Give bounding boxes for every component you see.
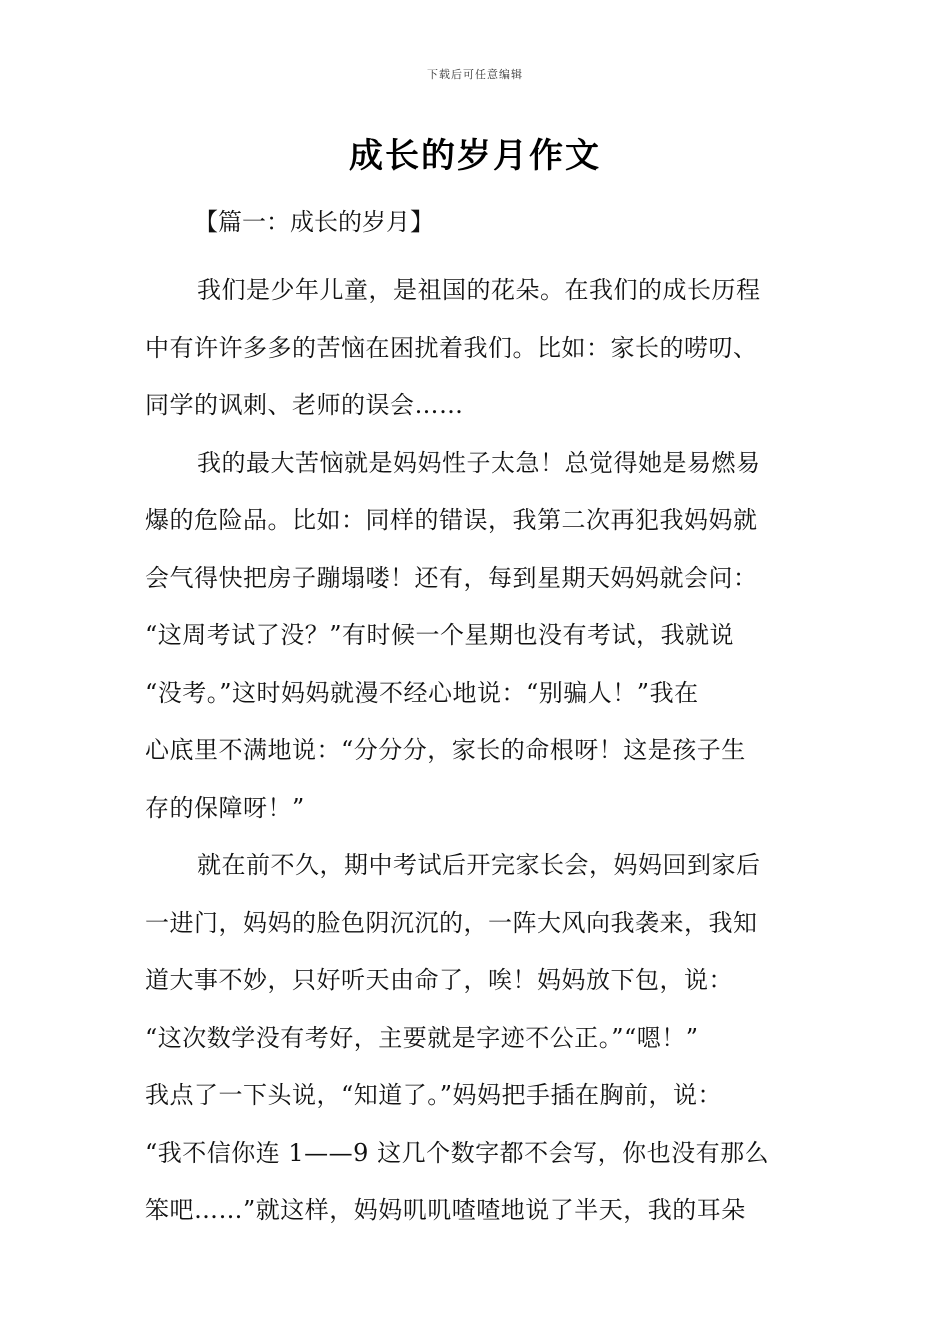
paragraph-line: 存的保障呀！” — [145, 793, 305, 822]
paragraph-line: 笨吧……”就这样，妈妈叽叽喳喳地说了半天，我的耳朵 — [145, 1196, 746, 1224]
paragraph-line: 同学的讽刺、老师的误会…… — [145, 391, 464, 419]
paragraph-line: 心底里不满地说：“分分分，家长的命根呀！这是孩子生 — [145, 736, 746, 764]
paragraph-2 — [145, 435, 807, 838]
section-heading: 【篇一：成长的岁月】 — [194, 208, 434, 236]
paragraph-line: 我的最大苦恼就是妈妈性子太急！总觉得她是易燃易 — [197, 448, 761, 477]
paragraph-line: 就在前不久，期中考试后开完家长会，妈妈回到家后 — [197, 851, 761, 879]
paragraph-1 — [145, 262, 807, 435]
paragraph-line: 一进门，妈妈的脸色阴沉沉的，一阵大风向我袭来，我知 — [145, 908, 758, 937]
paragraph-line: 爆的危险品。比如：同样的错误，我第二次再犯我妈妈就 — [145, 506, 758, 534]
paragraph-line: 道大事不妙，只好听天由命了，唉！妈妈放下包，说： — [145, 966, 733, 994]
document-body — [145, 262, 807, 1240]
paragraph-line: “这次数学没有考好，主要就是字迹不公正。”“嗯！” — [145, 1023, 699, 1052]
paragraph-line: “没考。”这时妈妈就漫不经心地说：“别骗人！”我在 — [145, 678, 699, 707]
header-note: 下载后可任意编辑 — [427, 68, 523, 81]
paragraph-line: 我们是少年儿童，是祖国的花朵。在我们的成长历程 — [197, 276, 761, 304]
paragraph-line: 会气得快把房子蹦塌喽！还有，每到星期天妈妈就会问： — [145, 563, 758, 592]
document-title: 成长的岁月作文 — [349, 136, 601, 176]
paragraph-line: “这周考试了没？”有时候一个星期也没有考试，我就说 — [145, 621, 735, 649]
paragraph-line: 我点了一下头说，“知道了。”妈妈把手插在胸前，说： — [145, 1081, 723, 1109]
paragraph-line: 中有许许多多的苦恼在困扰着我们。比如：家长的唠叨、 — [145, 333, 758, 362]
paragraph-line: “我不信你连 1——9 这几个数字都不会写，你也没有那么 — [145, 1138, 770, 1167]
paragraph-3 — [145, 837, 807, 1240]
